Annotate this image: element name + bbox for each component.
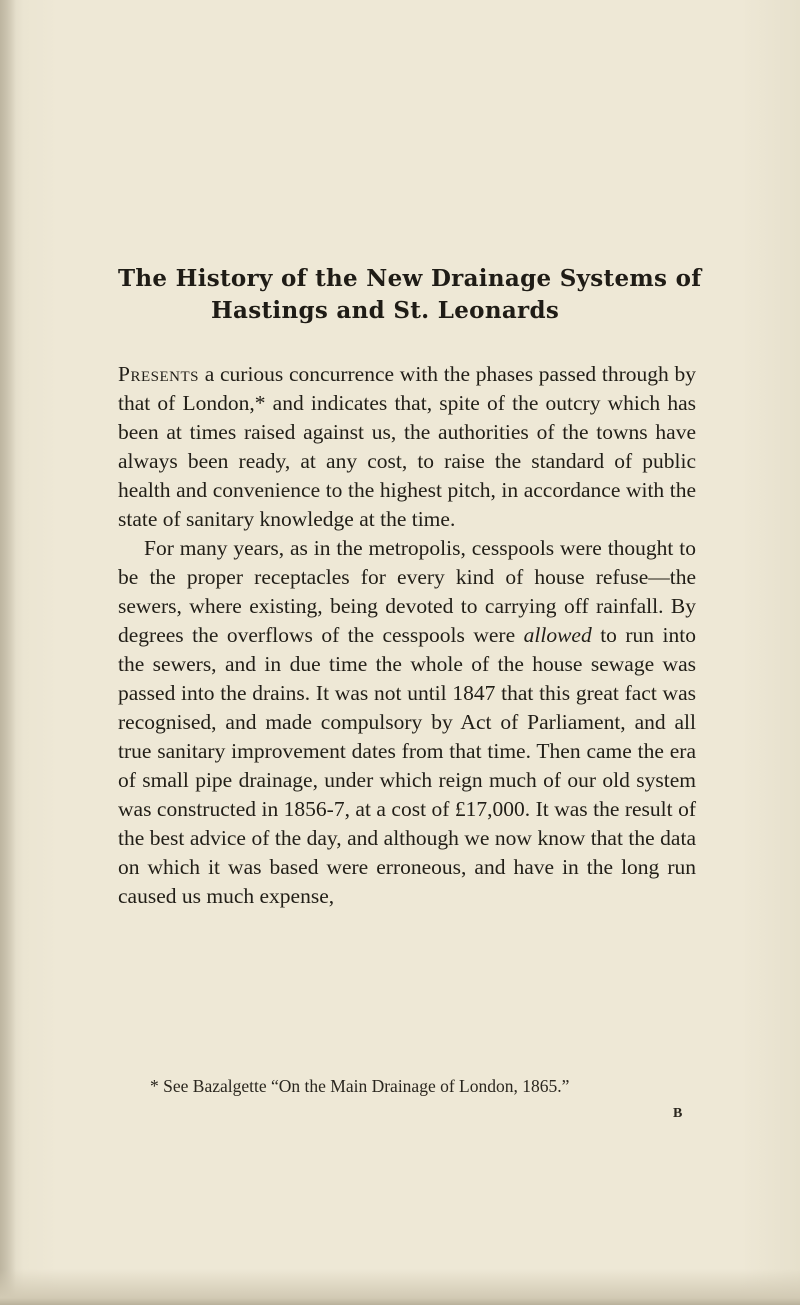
paragraph-1 xyxy=(118,360,696,534)
chapter-heading xyxy=(118,263,758,327)
paragraph-lead-word: Presents xyxy=(118,362,199,386)
paragraph-2-text-a: For many years, as in the metropolis, cesspools were thought to be the proper receptacles for every kind of house refuse—the sewers, where existing, being devoted to carrying off rainfall. By degrees the overflows of the cesspools were xyxy=(118,536,696,647)
signature-mark: B xyxy=(673,1106,683,1121)
heading-line-1: The History of the New Drainage Systems of xyxy=(118,265,702,292)
paragraph-2-italic: allowed xyxy=(523,623,592,647)
footnote: * See Bazalgette “On the Main Drainage of London, 1865.” xyxy=(150,1076,570,1096)
paragraph-2 xyxy=(118,534,696,911)
binding-shadow xyxy=(0,0,16,1305)
page-bottom-edge xyxy=(0,1269,800,1305)
paragraph-2-text-b: to run into the sewers, and in due time the whole of the house sewage was passed into the drains. It was not until 1847 that this great fact was recognised, and made compulsory by Act of Parliament, and all true sanitary improvement dates from that time. Then came the era of small pipe drainage, under which reign much of our old system was constructed in 1856-7, at a cost of £17,000. It was the result of the best advice of the day, and although we now know that the data on which it was based were erroneous, and have in the long run caused us much expense, xyxy=(118,623,696,908)
paragraph-1-text: a curious concurrence with the phases passed through by that of London,* and indicates that, spite of the outcry which has been at times raised against us, the authorities of the towns have always been ready, at any cost, to raise the standard of public health and convenience to the highest pitch, in accordance with the state of sanitary knowledge at the time. xyxy=(118,362,696,531)
heading-line-2: Hastings and St. Leonards xyxy=(211,297,560,324)
body-text xyxy=(118,360,696,911)
